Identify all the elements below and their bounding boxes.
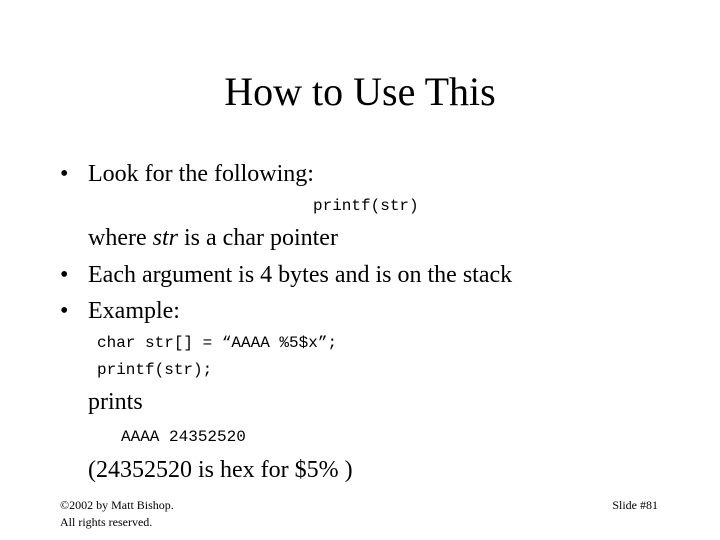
bullet-marker: • <box>60 262 69 288</box>
bullet-marker: • <box>60 161 69 187</box>
explanation-line: (24352520 is hex for $5% ) <box>88 457 353 483</box>
bullet-marker: • <box>60 298 69 324</box>
copyright-line-1: ©2002 by Matt Bishop. <box>60 498 174 512</box>
where-suffix: is a char pointer <box>178 225 338 251</box>
example-code-line: printf(str); <box>97 361 213 379</box>
example-code-line: char str[] = “AAAA %5$x”; <box>97 334 338 352</box>
prints-label: prints <box>88 389 143 415</box>
where-var: str <box>152 225 178 251</box>
bullet-argument-size: Each argument is 4 bytes and is on the stack <box>88 262 513 288</box>
code-printf-call: printf(str) <box>313 197 419 215</box>
bullet-example: Example: <box>88 298 180 324</box>
output-code: AAAA 24352520 <box>121 428 246 446</box>
bullet-look-for: Look for the following: <box>88 161 314 187</box>
where-prefix: where <box>88 225 153 251</box>
slide-number: Slide #81 <box>612 498 658 512</box>
where-line <box>88 224 338 252</box>
slide-title: How to Use This <box>224 69 496 114</box>
copyright-line-2: All rights reserved. <box>60 515 153 529</box>
